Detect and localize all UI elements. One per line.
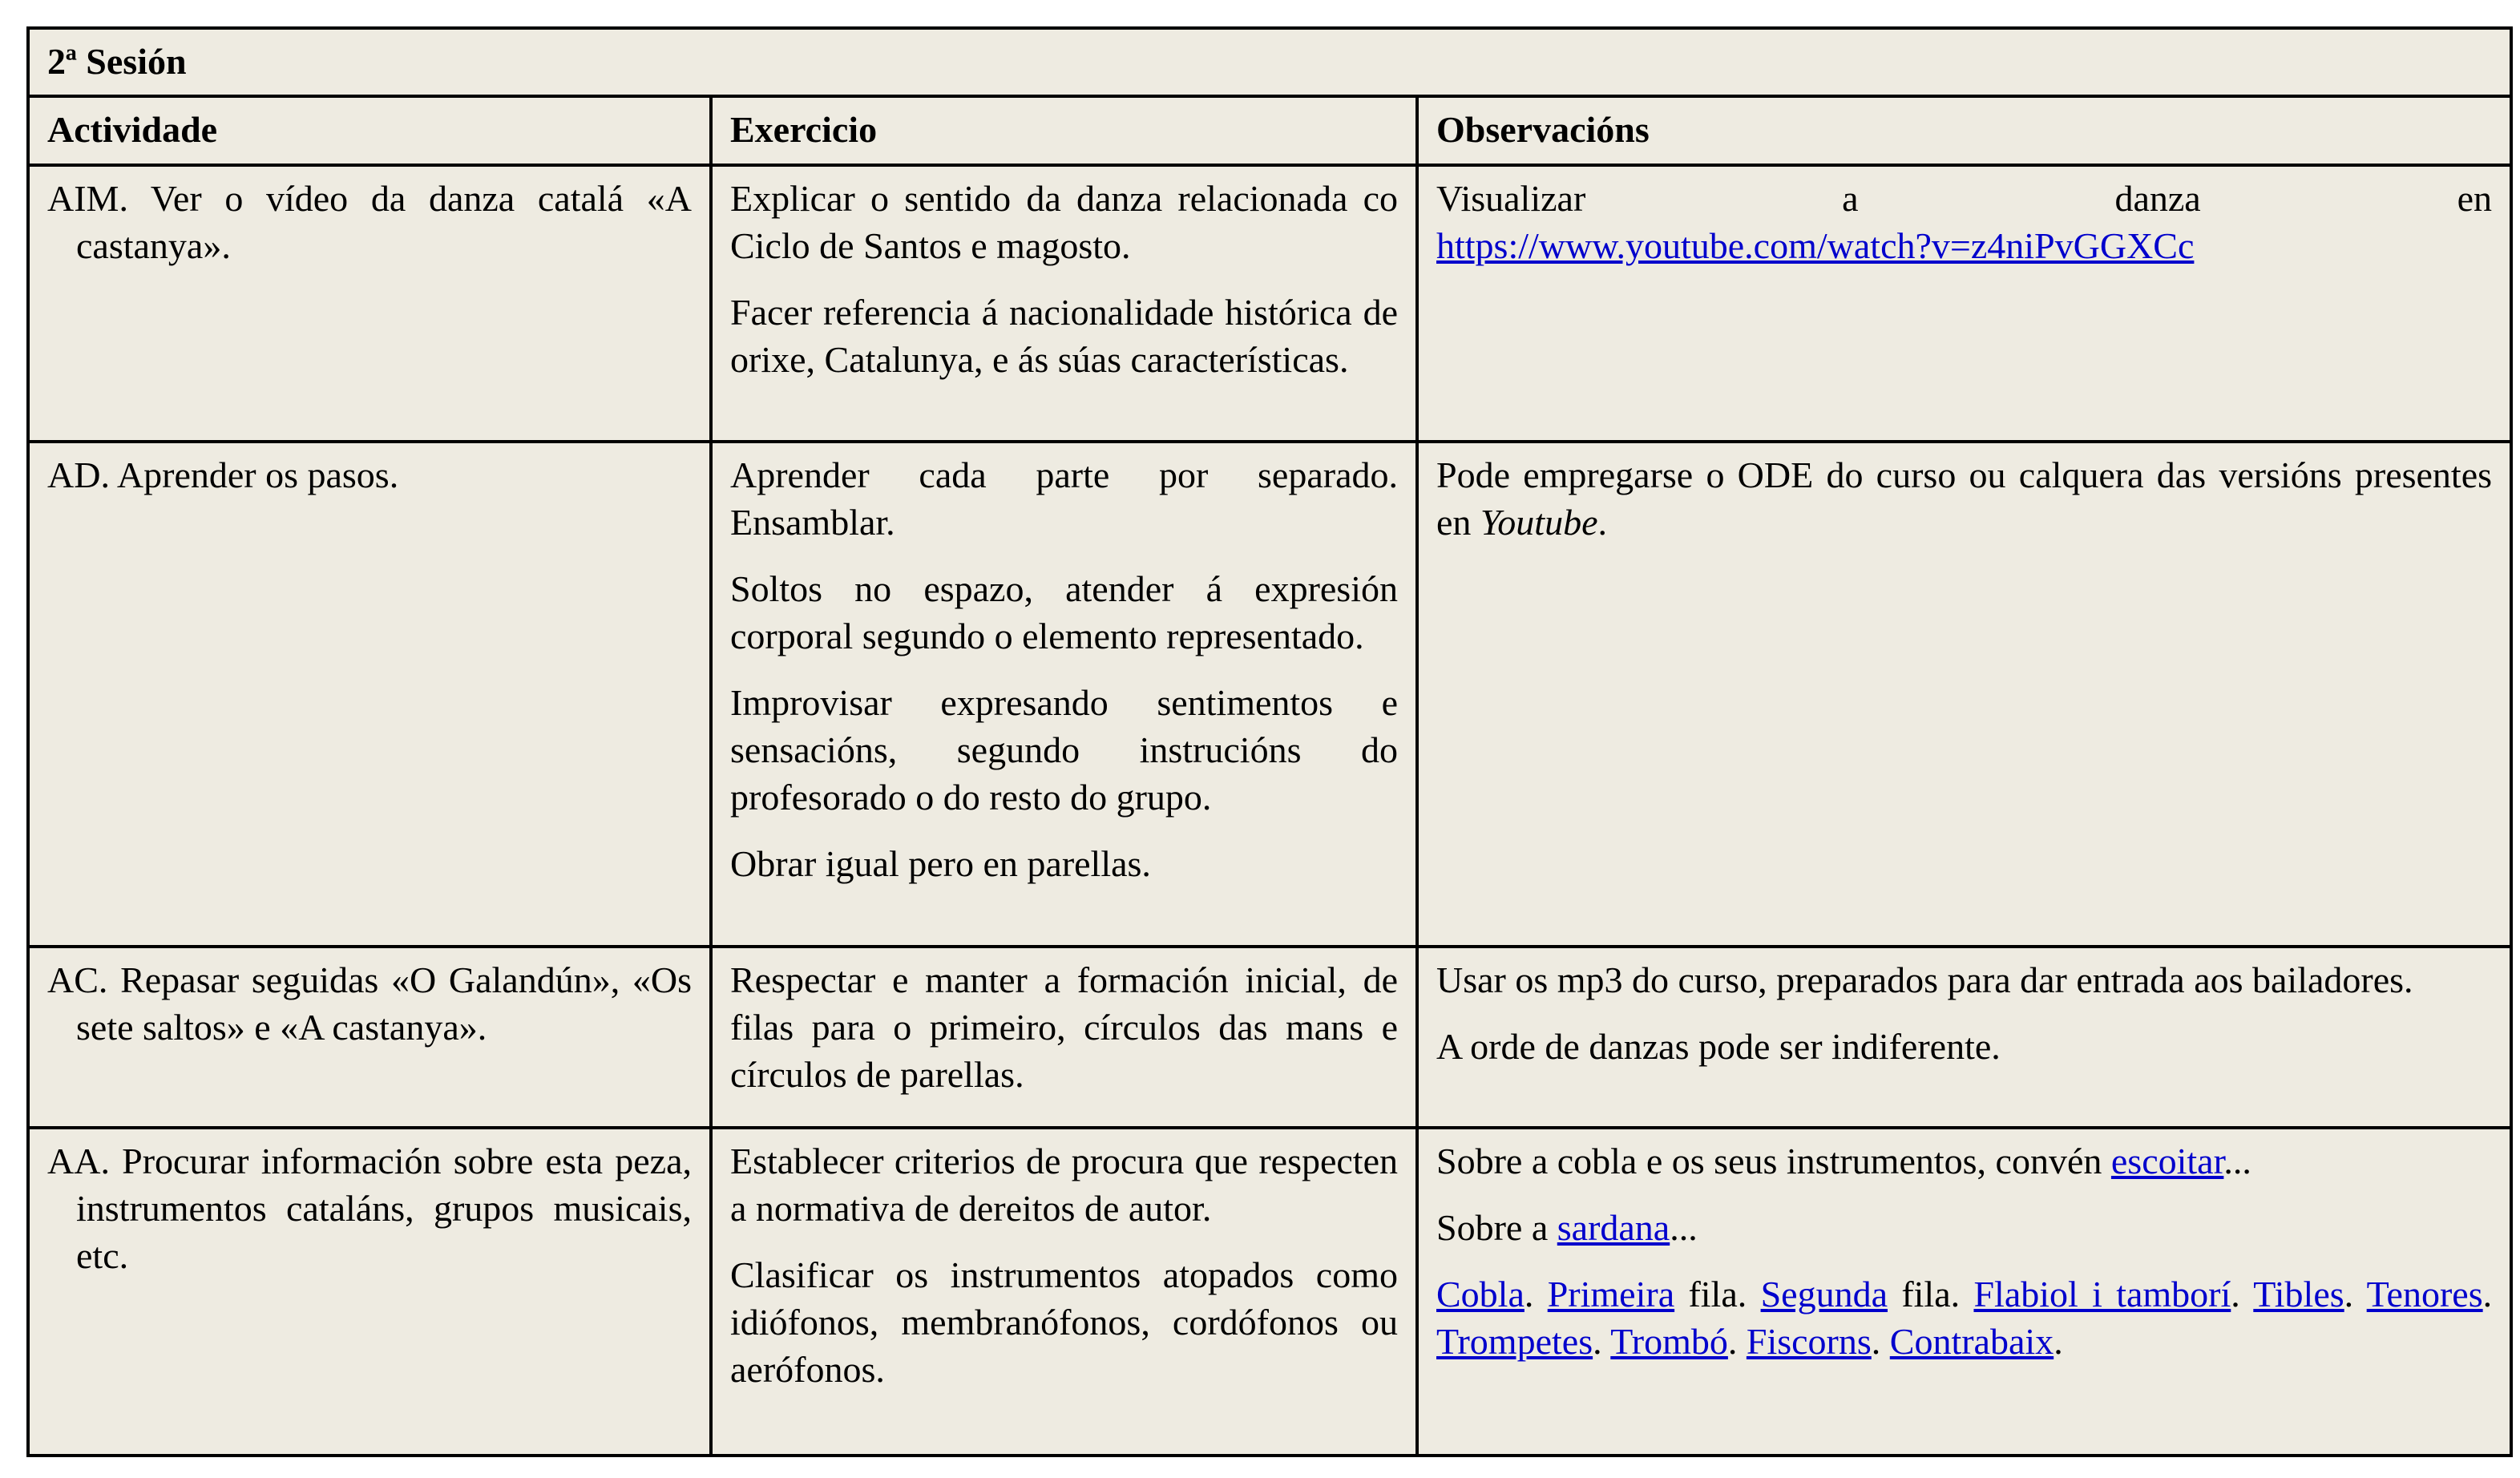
observations-cell — [1417, 947, 2511, 1128]
activity-text: AIM. Ver o vídeo da danza catalá «A castanya». — [47, 178, 692, 266]
fila-text: fila — [1901, 1274, 1951, 1314]
activity-cell — [28, 947, 711, 1128]
activity-text: AA. Procurar información sobre esta peza, instrumentos cataláns, grupos musicais, etc. — [47, 1141, 692, 1276]
observation-text: Sobre a — [1436, 1207, 1557, 1248]
exercise-text: Aprender cada parte por separado. Ensamblar. — [730, 454, 1398, 543]
exercise-text: Establecer criterios de procura que respecten a normativa de dereitos de autor. — [730, 1141, 1398, 1229]
youtube-italic: Youtube — [1480, 502, 1598, 543]
observation-paragraph — [1436, 1204, 2492, 1251]
separator: . — [1950, 1274, 1974, 1314]
ellipsis: ... — [1670, 1207, 1698, 1248]
exercise-cell — [711, 442, 1417, 947]
table-row — [28, 947, 2511, 1128]
exercise-text: Facer referencia á nacionalidade histórica de orixe, Catalunya, e ás súas características. — [730, 292, 1398, 380]
final-period: . — [2054, 1321, 2063, 1362]
trompetes-link[interactable]: Trompetes — [1436, 1321, 1593, 1362]
session-table — [26, 26, 2513, 1457]
observation-text: Pode empregarse o ODE do curso ou calquera das versións presentes en — [1436, 454, 2493, 543]
header-row — [28, 96, 2511, 165]
exercise-cell — [711, 1128, 1417, 1456]
instrument-links — [1436, 1270, 2492, 1365]
observation-end: . — [1597, 502, 1607, 543]
cobla-link[interactable]: Cobla — [1436, 1274, 1525, 1314]
activity-cell — [28, 1128, 711, 1456]
segunda-link[interactable]: Segunda — [1760, 1274, 1888, 1314]
separator: . — [1727, 1321, 1747, 1362]
session-title: 2ª Sesión — [28, 28, 2511, 96]
separator: . — [1524, 1274, 1548, 1314]
exercise-text: Clasificar os instrumentos atopados como idiófonos, membranófonos, cordófonos ou aerófonos. — [730, 1254, 1398, 1390]
contrabaix-link[interactable]: Contrabaix — [1889, 1321, 2054, 1362]
escoitar-link[interactable]: escoitar — [2110, 1141, 2224, 1181]
separator: . — [2344, 1274, 2367, 1314]
activity-cell — [28, 442, 711, 947]
table-row — [28, 165, 2511, 442]
separator: . — [2482, 1274, 2493, 1314]
activity-cell — [28, 165, 711, 442]
separator: . — [1871, 1321, 1890, 1362]
observation-text: Sobre a cobla e os seus instrumentos, convén — [1436, 1141, 2111, 1181]
separator: . — [1593, 1321, 1611, 1362]
separator: . — [2231, 1274, 2254, 1314]
youtube-link[interactable]: https://www.youtube.com/watch?v=z4niPvGGXCc — [1436, 225, 2195, 266]
observations-cell — [1417, 1128, 2511, 1456]
exercise-text: Soltos no espazo, atender á expresión corporal segundo o elemento representado. — [730, 568, 1398, 656]
table-row — [28, 1128, 2511, 1456]
observation-paragraph — [1436, 1137, 2492, 1185]
exercise-cell — [711, 165, 1417, 442]
observations-cell — [1417, 442, 2511, 947]
observation-text: Usar os mp3 do curso, preparados para dar entrada aos bailadores. — [1436, 959, 2413, 1000]
observation-paragraph — [1436, 451, 2492, 546]
title-row — [28, 28, 2511, 96]
observations-cell — [1417, 165, 2511, 442]
exercise-text: Improvisar expresando sentimentos e sensacións, segundo instrucións do profesorado o do resto do grupo. — [730, 682, 1398, 818]
tenores-link[interactable]: Tenores — [2366, 1274, 2483, 1314]
header-exercise: Exercicio — [711, 96, 1417, 165]
header-activity: Actividade — [28, 96, 711, 165]
table-row — [28, 442, 2511, 947]
activity-text: AC. Repasar seguidas «O Galandún», «Os sete saltos» e «A castanya». — [47, 959, 692, 1048]
fila-text: fila — [1688, 1274, 1738, 1314]
activity-text: AD. Aprender os pasos. — [47, 454, 399, 495]
observation-text: Visualizar a danza en — [1436, 178, 2493, 219]
exercise-cell — [711, 947, 1417, 1128]
separator: . — [1737, 1274, 1761, 1314]
ellipsis: ... — [2223, 1141, 2251, 1181]
exercise-text: Obrar igual pero en parellas. — [730, 843, 1151, 884]
primeira-link[interactable]: Primeira — [1547, 1274, 1675, 1314]
exercise-text: Explicar o sentido da danza relacionada co Ciclo de Santos e magosto. — [730, 178, 1398, 266]
trombo-link[interactable]: Trombó — [1610, 1321, 1728, 1362]
fiscorns-link[interactable]: Fiscorns — [1746, 1321, 1872, 1362]
exercise-text: Respectar e manter a formación inicial, de filas para o primeiro, círculos das mans e círculos de parellas. — [730, 959, 1398, 1095]
flabiol-link[interactable]: Flabiol i tamborí — [1973, 1274, 2231, 1314]
header-observations: Observacións — [1417, 96, 2511, 165]
tibles-link[interactable]: Tibles — [2253, 1274, 2344, 1314]
observation-text: A orde de danzas pode ser indiferente. — [1436, 1026, 2001, 1067]
sardana-link[interactable]: sardana — [1557, 1207, 1670, 1248]
